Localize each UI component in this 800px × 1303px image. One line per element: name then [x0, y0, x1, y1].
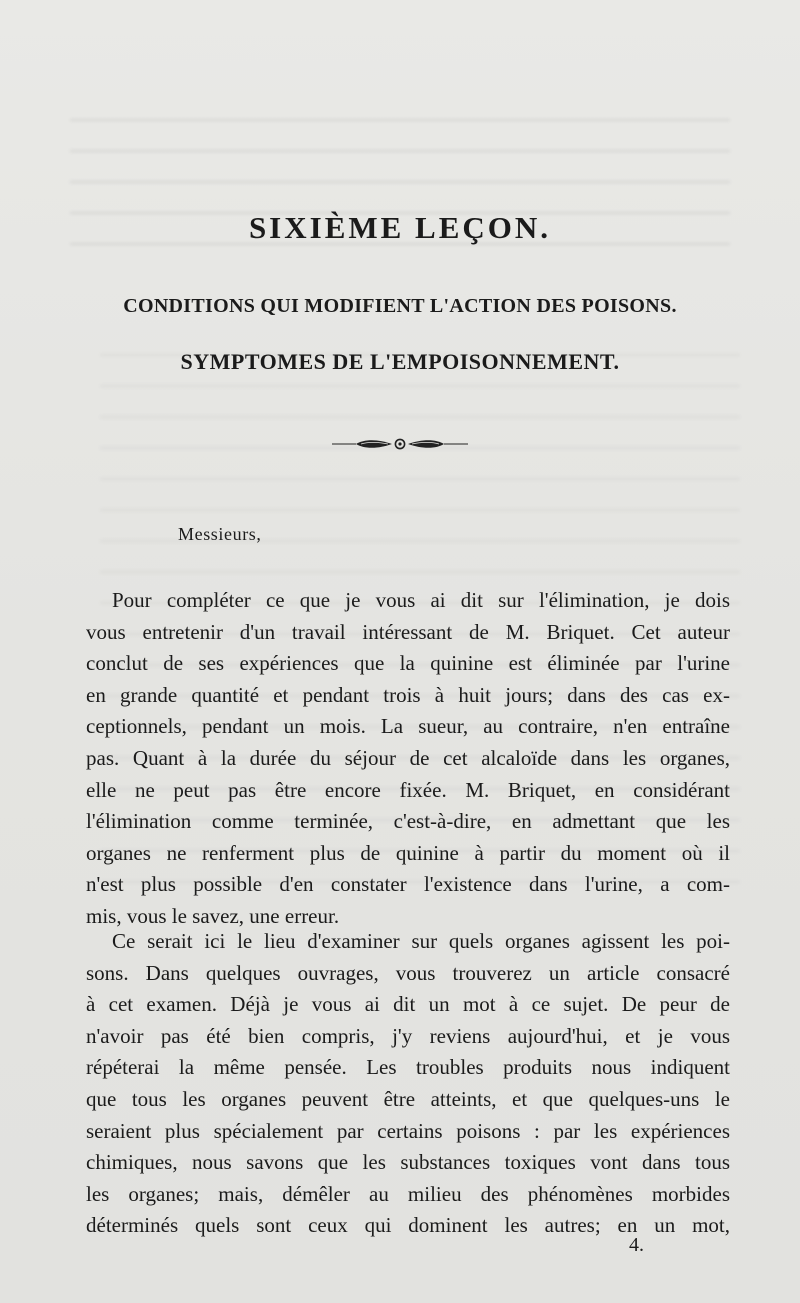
- text-line: n'est plus possible d'en constater l'existence dans l'urine, a com-: [86, 872, 730, 897]
- salutation: Messieurs,: [178, 524, 262, 544]
- text-line: elle ne peut pas être encore fixée. M. Briquet, en considérant: [86, 777, 730, 802]
- text-line: que tous les organes peuvent être atteints, et que quelques-uns le: [86, 1086, 730, 1111]
- lesson-subtitle-symptoms: SYMPTOMES DE L'EMPOISONNEMENT.: [180, 349, 620, 374]
- text-line: seraient plus spécialement par certains poisons : par les expériences: [86, 1118, 730, 1143]
- text-line: l'élimination comme terminée, c'est-à-dire, en admettant que les: [86, 809, 730, 834]
- text-line: Ce serait ici le lieu d'examiner sur quels organes agissent les poi-: [112, 929, 730, 953]
- paragraph-organs: [86, 926, 730, 1242]
- signature-mark: 4.: [629, 1234, 644, 1256]
- text-line: n'avoir pas été bien compris, j'y reviens aujourd'hui, et je vous: [86, 1023, 730, 1048]
- fleuron-ornament-icon: [330, 436, 470, 452]
- text-line: déterminés quels sont ceux qui dominent les autres; en un mot,: [86, 1213, 730, 1238]
- text-line: répéterai la même pensée. Les troubles produits nous indiquent: [86, 1055, 730, 1080]
- text-line: ceptionnels, pendant un mois. La sueur, au contraire, n'en entraîne: [86, 714, 730, 739]
- text-line: vous entretenir d'un travail intéressant de M. Briquet. Cet auteur: [86, 619, 730, 644]
- lesson-subtitle-conditions: CONDITIONS QUI MODIFIENT L'ACTION DES POISONS.: [123, 295, 677, 317]
- text-line: sons. Dans quelques ouvrages, vous trouverez un article consacré: [86, 960, 730, 985]
- text-line: conclut de ses expériences que la quinine est éliminée par l'urine: [86, 651, 730, 676]
- text-line: chimiques, nous savons que les substances toxiques vont dans tous: [86, 1150, 730, 1175]
- text-line: les organes; mais, démêler au milieu des phénomènes morbides: [86, 1181, 730, 1206]
- text-line: en grande quantité et pendant trois à huit jours; dans des cas ex-: [86, 682, 730, 707]
- paragraph-elimination: [86, 585, 730, 933]
- text-line: à cet examen. Déjà je vous ai dit un mot à ce sujet. De peur de: [86, 992, 730, 1017]
- lesson-title: SIXIÈME LEÇON.: [248, 210, 552, 245]
- text-line: mis, vous le savez, une erreur.: [86, 903, 340, 928]
- text-line: pas. Quant à la durée du séjour de cet alcaloïde dans les organes,: [86, 745, 730, 770]
- text-line: organes ne renferment plus de quinine à partir du moment où il: [86, 840, 730, 865]
- text-line: Pour compléter ce que je vous ai dit sur l'élimination, je dois: [112, 588, 730, 612]
